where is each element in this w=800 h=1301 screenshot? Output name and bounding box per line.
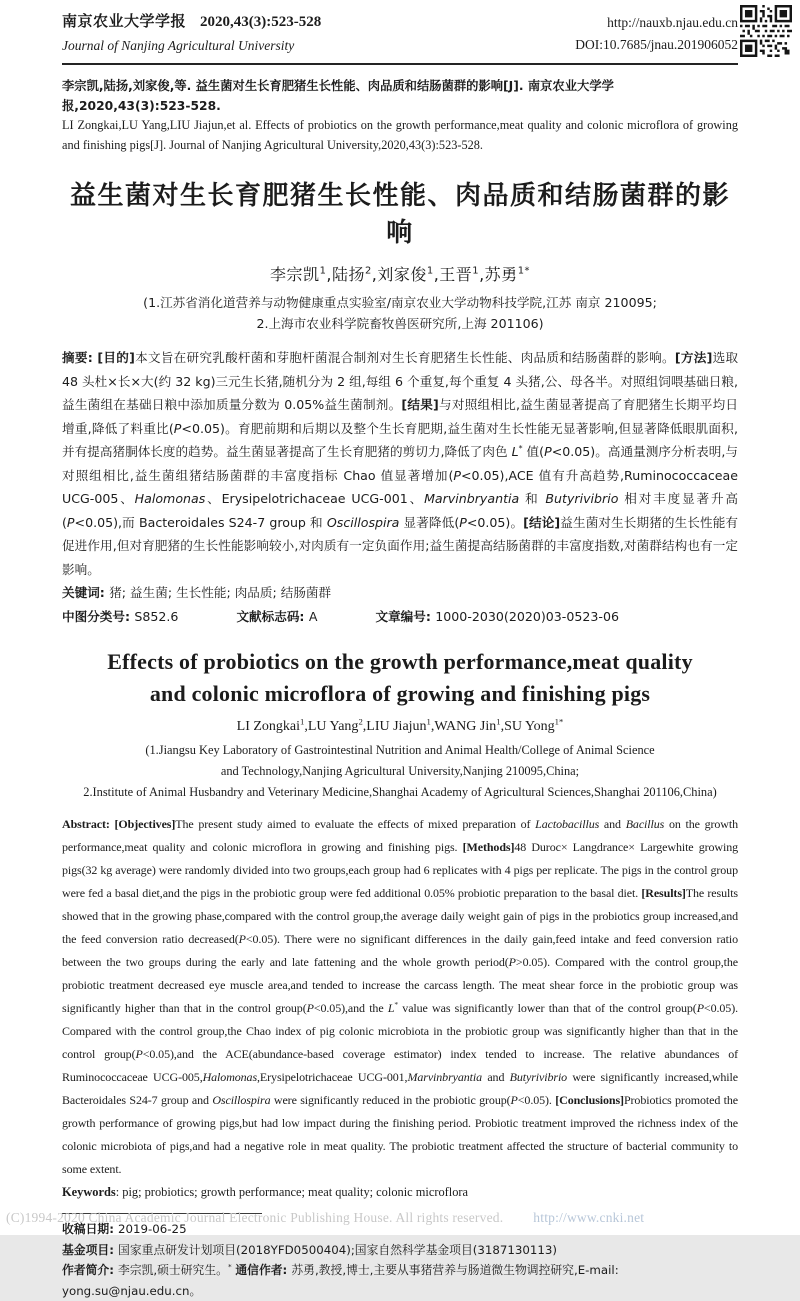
page-header <box>62 10 738 56</box>
authors-en: LI Zongkai$^1$,LU Yang$^2$,LIU Jiajun$^1$,WANG Jin$^1$,SU Yong$^{1*}$ <box>236 716 564 734</box>
header-divider <box>62 63 738 65</box>
affiliation-line: (1.江苏省消化道营养与动物健康重点实验室/南京农业大学动物科技学院,江苏 南京 210095; <box>143 295 657 310</box>
doi-text: DOI:10.7685/jnau.201906052 <box>575 37 738 52</box>
article-title-cn: 益生菌对生长育肥猪生长性能、肉品质和结肠菌群的影响 <box>69 181 730 248</box>
affiliation-line: and Technology,Nanjing Agricultural University,Nanjing 210095,China; <box>220 764 580 778</box>
funding-info: 基金项目: 国家重点研发计划项目(2018YFD0500404);国家自然科学基金项目(3187130113) <box>62 1242 558 1257</box>
citation-cn: 李宗凯,陆扬,刘家俊,等. 益生菌对生长育肥猪生长性能、肉品质和结肠菌群的影响[J]. 南京农业大学学报,2020,43(3):523-528. <box>62 79 614 113</box>
abstract-en: Abstract: [Objectives]The present study aimed to evaluate the effects of mixed preparation of Lactobacillus and Bacillus on the growth performance,meat quality and colonic microflora in growing and finishing pigs. [Methods]48 Duroc× Langdrance× Largewhite growing pigs(32 kg average) were randomly divided into two groups,each group had 6 replicates with 4 pigs per replicate. The pigs in the control group were fed a basal diet,and the pigs in the probiotic group were fed additional 0.05% probiotic preparation to the basal diet. [Results]The results showed that in the growing phase,compared with the control group,the average daily weight gain of pigs in the probiotics group increased,and the feed conversion ratio decreased(P<0.05). There were no significant differences in the daily gain,feed intake and feed conversion ratio between the two groups during the early and late fattening and the whole growth period(P>0.05). Compared with the control group,the probiotic treatment decreased eye muscle area,and tended to increase the carcass length. The meat shear force in the probiotic group was significantly higher than that in the control group(P<0.05),and the L* value was significantly lower than that of the control group(P<0.05). Compared with the control group,the Chao index of pig colonic microbiota in the probiotic group was significantly higher than that in the control group(P<0.05),and the ACE(abundance-based coverage estimator) index tended to increase. The relative abundances of Ruminococcaceae UCG-005,Halomonas,Erysipelotrichaceae UCG-001,Marvinbryantia and Butyrivibrio were significantly increased,while Bacteroidales S24-7 group and Oscillospira were significantly reduced in the probiotic group(P<0.05). [Conclusions]Probiotics promoted the growth performance of growing pigs,but had low impact during the finishing period. Probiotic treatment improved the richness index of the colonic microbiota of pigs,and had a negative role in meat quality. The probiotic treatment affected the structure of bacterial community to some extent. <box>62 817 739 1176</box>
affiliations-cn <box>62 292 738 334</box>
affiliations-en <box>62 740 738 803</box>
keywords-cn: 关键词: 猪; 益生菌; 生长性能; 肉品质; 结肠菌群 <box>62 585 332 600</box>
header-links <box>575 10 738 56</box>
affiliation-line: 2.Institute of Animal Husbandry and Veterinary Medicine,Shanghai Academy of Agricultural Sciences,Shanghai 201106,China) <box>83 785 717 799</box>
title-en-line: Effects of probiotics on the growth performance,meat quality <box>107 649 693 674</box>
clc-number: 中图分类号: S852.6 <box>62 608 179 624</box>
affiliation-line: (1.Jiangsu Key Laboratory of Gastrointestinal Nutrition and Animal Health/College of Animal Science <box>145 743 655 757</box>
affiliation-line: 2.上海市农业科学院畜牧兽医研究所,上海 201106) <box>256 316 544 331</box>
journal-name-en: Journal of Nanjing Agricultural University <box>62 38 295 53</box>
keywords-en: Keywords: pig; probiotics; growth performance; meat quality; colonic microflora <box>62 1185 469 1199</box>
footnotes <box>62 1219 738 1301</box>
copyright-line <box>6 1210 644 1226</box>
citation-block <box>62 77 738 155</box>
title-en-line: and colonic microflora of growing and finishing pigs <box>149 681 651 706</box>
document-code: 文献标志码: A <box>236 608 318 624</box>
article-title-en <box>62 646 738 710</box>
author-bio: 作者简介: 李宗凯,硕士研究生。* 通信作者: 苏勇,教授,博士,主要从事猪营养与肠道微生物调控研究,E-mail: yong.su@njau.edu.cn。 <box>62 1262 619 1298</box>
article-id: 文章编号: 1000-2030(2020)03-0523-06 <box>375 608 619 624</box>
citation-en: LI Zongkai,LU Yang,LIU Jiajun,et al. Effects of probiotics on the growth performance,meat quality and colonic microflora of growing and finishing pigs[J]. Journal of Nanjing Agricultural University,2020,43(3):523-528. <box>62 118 738 152</box>
authors-cn: 李宗凯$^1$,陆扬$^2$,刘家俊$^1$,王晋$^1$,苏勇$^{1*}$ <box>270 265 530 284</box>
received-date: 收稿日期: 2019-06-25 <box>62 1222 187 1236</box>
classification-row <box>62 605 738 629</box>
copyright-text: (C)1994-2020 China Academic Journal Electronic Publishing House. All rights reserved. <box>6 1210 504 1225</box>
journal-name-cn: 南京农业大学学报 <box>62 12 187 30</box>
cnki-url: http://www.cnki.net <box>533 1210 645 1225</box>
qr-code-icon <box>740 5 792 57</box>
issue-info: 2020,43(3):523-528 <box>200 14 322 30</box>
abstract-cn: 摘要: [目的]本文旨在研究乳酸杆菌和芽胞杆菌混合制剂对生长育肥猪生长性能、肉品质和结肠菌群的影响。[方法]选取 48 头杜×长×大(约 32 kg)三元生长猪,随机分为 2 组,每组 6 个重复,每个重复 4 头猪,公、母各半。对照组饲喂基础日粮,益生菌组在基础日粮中添加质量分数为 0.05%益生菌制剂。[结果]与对照组相比,益生菌显著提高了育肥猪生长期平均日增重,降低了料重比(P<0.05)。育肥前期和后期以及整个生长育肥期,益生菌对生长性能无显著影响,但显著降低眼肌面积,并有提高猪胴体长度的趋势。益生菌显著提高了生长育肥猪的剪切力,降低了肉色 L* 值(P<0.05)。高通量测序分析表明,与对照组相比,益生菌组猪结肠菌群的丰富度指标 Chao 值显著增加(P<0.05),ACE 值有升高趋势,Ruminococcaceae UCG-005、Halomonas、Erysipelotrichaceae UCG-001、Marvinbryantia 和 Butyrivibrio 相对丰度显著升高(P<0.05),而 Bacteroidales S24-7 group 和 Oscillospira 显著降低(P<0.05)。[结论]益生菌对生长期猪的生长性能有促进作用,但对育肥猪的生长性能影响较小,对肉质有一定负面作用;益生菌提高结肠菌群的丰富度指数,对菌群结构也有一定影响。 <box>62 350 739 577</box>
journal-url: http://nauxb.njau.edu.cn <box>607 15 738 30</box>
journal-masthead <box>62 10 321 54</box>
